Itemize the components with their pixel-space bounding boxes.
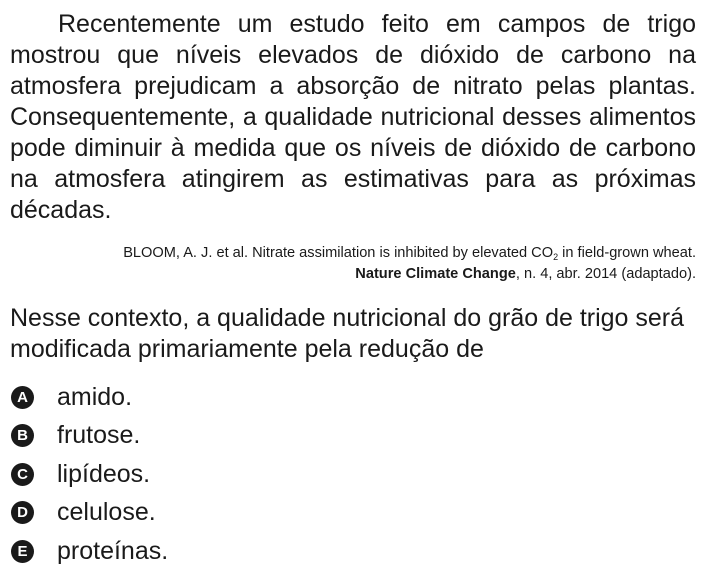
option-text-b: frutose. [57,421,141,450]
citation-authors-title: BLOOM, A. J. et al. Nitrate assimilation is inhibited by elevated CO [123,245,554,261]
option-text-c: lipídeos. [57,459,151,488]
answer-options [11,378,168,571]
option-letter-badge-d: D [11,501,34,524]
citation [6,243,696,285]
citation-subscript: 2 [553,252,559,262]
option-letter-badge-c: C [11,463,34,486]
citation-details: , n. 4, abr. 2014 (adaptado). [515,266,696,282]
citation-line-1 [6,243,696,264]
option-letter-badge-e: E [11,540,34,563]
option-c[interactable] [11,455,168,494]
option-text-d: celulose. [57,498,156,527]
passage-text: Recentemente um estudo feito em campos de trigo mostrou que níveis elevados de dióxido de carbono na atmosfera prejudicam a absorção de nitrato pelas plantas. Consequentemente, a qualidade nutricional desses alimentos pode diminuir à medida que os níveis de dióxido de carbono na atmosfera atingirem as estimativas para as próximas décadas. [10,10,696,224]
option-a[interactable] [11,378,168,417]
citation-title-end: in field-grown wheat. [558,245,696,261]
option-text-e: proteínas. [57,536,169,565]
citation-line-2 [6,264,696,285]
citation-journal: Nature Climate Change [355,266,516,282]
option-e[interactable] [11,532,168,571]
question-stem: Nesse contexto, a qualidade nutricional do grão de trigo será modificada primariamente pela redução de [10,304,685,363]
option-d[interactable] [11,494,168,533]
option-letter-badge-a: A [11,386,34,409]
option-letter-badge-b: B [11,424,34,447]
option-b[interactable] [11,417,168,456]
option-text-a: amido. [57,382,133,411]
